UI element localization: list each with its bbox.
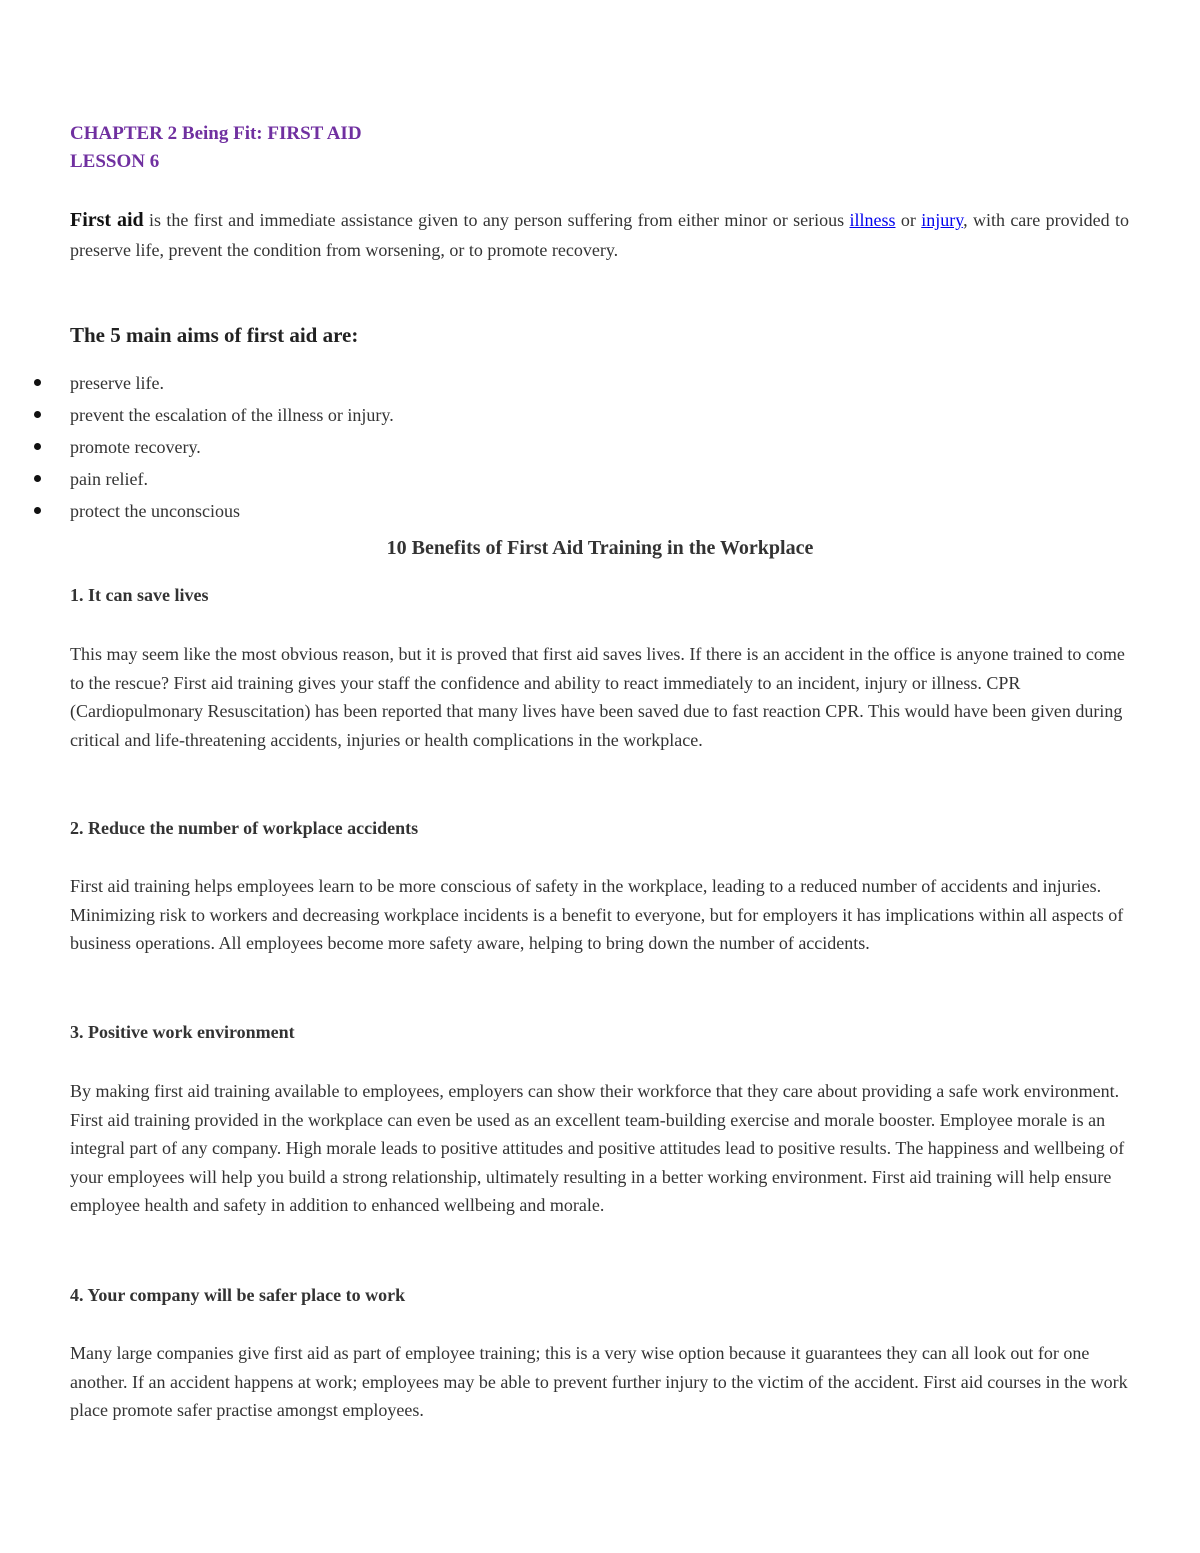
injury-link[interactable]: injury <box>921 210 964 230</box>
chapter-header <box>70 120 362 176</box>
intro-text-after: , with care provided to preserve life, prevent the condition from worsening, or to promote recovery. <box>70 210 1130 260</box>
aims-list-item <box>0 495 394 527</box>
chapter-title: CHAPTER 2 Being Fit: FIRST AID <box>70 123 362 144</box>
aims-list <box>0 367 394 527</box>
section-body: By making first aid training available to employees, employers can show their workforce that they care about providing a safe work environment. First aid training provided in the workplace can even be used as an excellent team-building exercise and morale booster. Employee morale is an integral part of any company. High morale leads to positive attitudes and positive attitudes lead to positive results. The happiness and wellbeing of your employees will help you build a strong relationship, ultimately resulting in a better working environment. First aid training will help ensure employee health and safety in addition to enhanced wellbeing and morale. <box>70 1081 1125 1215</box>
illness-link[interactable]: illness <box>849 210 896 230</box>
intro-text-or: or <box>895 210 922 230</box>
section-heading: 3. Positive work environment <box>70 1022 295 1042</box>
section-body: First aid training helps employees learn to be more conscious of safety in the workplace, leading to a reduced number of accidents and injuries. Minimizing risk to workers and decreasing workplace incidents is a benefit to everyone, but for employers it has implications within all aspects of business operations. All employees become more safety aware, helping to bring down the number of accidents. <box>70 876 1124 953</box>
aims-item-text: prevent the escalation of the illness or injury. <box>70 405 394 425</box>
lesson-label: LESSON 6 <box>70 151 160 172</box>
section-heading: 2. Reduce the number of workplace accidents <box>70 818 419 838</box>
aims-heading: The 5 main aims of first aid are: <box>70 323 359 347</box>
section-body: Many large companies give first aid as part of employee training; this is a very wise option because it guarantees they can all look out for one another. If an accident happens at work; employees may be able to prevent further injury to the victim of the accident. First aid courses in the work place promote safer practise amongst employees. <box>70 1343 1128 1420</box>
section-body: This may seem like the most obvious reason, but it is proved that first aid saves lives. If there is an accident in the office is anyone trained to come to the rescue? First aid training gives your staff the confidence and ability to react immediately to an incident, injury or illness. CPR (Cardiopulmonary Resuscitation) has been reported that many lives have been saved due to fast reaction CPR. This would have been given during critical and life-threatening accidents, injuries or health complications in the workplace. <box>70 644 1125 750</box>
aims-list-item <box>0 367 394 399</box>
aims-list-item <box>0 399 394 431</box>
aims-list-item <box>0 431 394 463</box>
aims-item-text: protect the unconscious <box>70 501 240 521</box>
bullet-icon <box>34 507 41 514</box>
intro-text-before: is the first and immediate assistance given to any person suffering from either minor or serious <box>143 210 850 230</box>
bullet-icon <box>34 411 41 418</box>
benefits-title: 10 Benefits of First Aid Training in the Workplace <box>386 537 814 559</box>
bullet-icon <box>34 443 41 450</box>
bullet-icon <box>34 475 41 482</box>
aims-list-item <box>0 463 394 495</box>
section-heading: 1. It can save lives <box>70 585 209 605</box>
intro-term: First aid <box>70 209 144 231</box>
aims-item-text: pain relief. <box>70 469 148 489</box>
intro-paragraph <box>70 206 1129 265</box>
section-heading: 4. Your company will be safer place to work <box>70 1285 406 1305</box>
aims-item-text: promote recovery. <box>70 437 201 457</box>
bullet-icon <box>34 379 41 386</box>
aims-item-text: preserve life. <box>70 373 164 393</box>
